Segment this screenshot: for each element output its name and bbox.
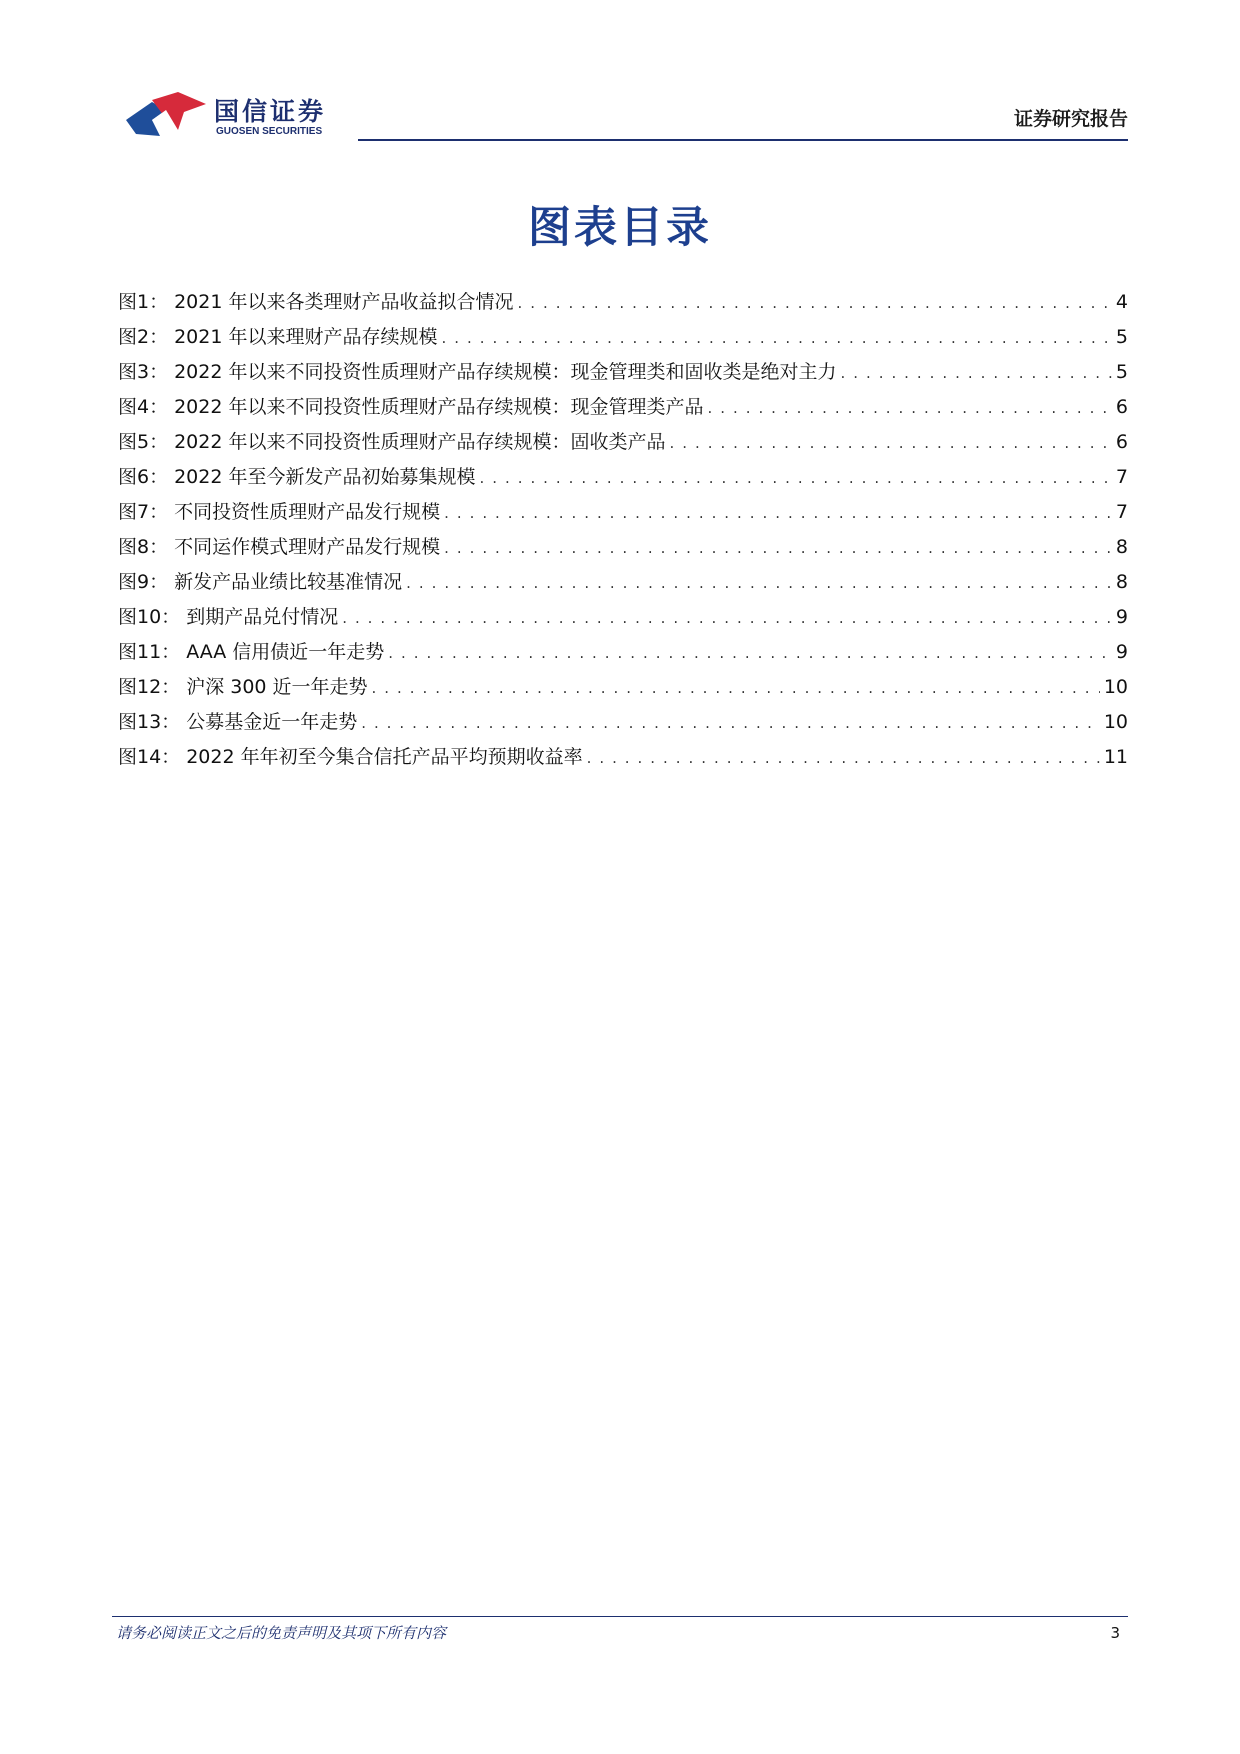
toc-item-title: 2021 年以来各类理财产品收益拟合情况 (174, 291, 514, 313)
toc-item[interactable] (118, 287, 1128, 322)
toc-item-page: 6 (1115, 396, 1128, 418)
toc-item-label: 图8： (118, 536, 169, 558)
toc-item[interactable] (118, 672, 1128, 707)
toc-item-title: 2022 年以来不同投资性质理财产品存续规模：固收类产品 (174, 431, 666, 453)
toc-item-label: 图3： (118, 361, 169, 383)
toc-item-page: 7 (1115, 501, 1128, 523)
page-number: 3 (1110, 1624, 1120, 1642)
company-logo (122, 86, 352, 146)
toc-leader-dots (587, 749, 1100, 767)
toc-item-page: 5 (1115, 326, 1128, 348)
toc-leader-dots (444, 504, 1112, 522)
logo-english-name: GUOSEN SECURITIES (216, 126, 323, 137)
toc-item[interactable] (118, 497, 1128, 532)
logo-mark-icon (122, 90, 208, 142)
toc-item-title: 到期产品兑付情况 (186, 606, 339, 628)
toc-leader-dots (342, 609, 1112, 627)
toc-item-label: 图12： (118, 676, 181, 698)
toc-leader-dots (442, 329, 1112, 347)
page-title: 图表目录 (528, 203, 712, 253)
toc-item-page: 9 (1115, 606, 1128, 628)
toc-item[interactable] (118, 602, 1128, 637)
toc-item-label: 图9： (118, 571, 169, 593)
toc-leader-dots (406, 574, 1112, 592)
toc-item-title: 公募基金近一年走势 (186, 711, 358, 733)
toc-item-label: 图10： (118, 606, 181, 628)
toc-item-title: 不同投资性质理财产品发行规模 (174, 501, 441, 523)
toc-leader-dots (361, 714, 1100, 732)
toc-item-label: 图11： (118, 641, 181, 663)
toc-item-page: 8 (1115, 536, 1128, 558)
toc-leader-dots (480, 469, 1112, 487)
toc-leader-dots (372, 679, 1100, 697)
footer-divider (112, 1616, 1128, 1617)
toc-item-title: 2022 年年初至今集合信托产品平均预期收益率 (186, 746, 583, 768)
toc-item-page: 10 (1103, 676, 1128, 698)
toc-item-title: 沪深 300 近一年走势 (186, 676, 368, 698)
toc-item[interactable] (118, 532, 1128, 567)
toc-item-page: 9 (1115, 641, 1128, 663)
toc-leader-dots (444, 539, 1112, 557)
toc-item[interactable] (118, 357, 1128, 392)
toc-item-label: 图2： (118, 326, 169, 348)
figure-toc-list (118, 287, 1128, 777)
toc-item-label: 图6： (118, 466, 169, 488)
toc-item[interactable] (118, 322, 1128, 357)
toc-item-title: 2022 年以来不同投资性质理财产品存续规模：现金管理类产品 (174, 396, 704, 418)
toc-item[interactable] (118, 392, 1128, 427)
toc-item-title: 2022 年至今新发产品初始募集规模 (174, 466, 476, 488)
toc-leader-dots (670, 434, 1112, 452)
toc-item-page: 11 (1103, 746, 1128, 768)
toc-item-label: 图7： (118, 501, 169, 523)
toc-item-page: 7 (1115, 466, 1128, 488)
toc-item-label: 图13： (118, 711, 181, 733)
report-type-label: 证券研究报告 (1013, 108, 1128, 130)
toc-leader-dots (841, 364, 1112, 382)
toc-item-page: 5 (1115, 361, 1128, 383)
toc-leader-dots (388, 644, 1112, 662)
toc-item-page: 8 (1115, 571, 1128, 593)
toc-item[interactable] (118, 427, 1128, 462)
toc-item[interactable] (118, 742, 1128, 777)
toc-item[interactable] (118, 707, 1128, 742)
toc-item[interactable] (118, 637, 1128, 672)
toc-item-title: 不同运作模式理财产品发行规模 (174, 536, 441, 558)
toc-leader-dots (518, 294, 1112, 312)
toc-item[interactable] (118, 462, 1128, 497)
header-divider (358, 139, 1128, 141)
toc-item-label: 图1： (118, 291, 169, 313)
toc-item-title: AAA 信用债近一年走势 (186, 641, 385, 663)
toc-item-page: 6 (1115, 431, 1128, 453)
toc-item-label: 图4： (118, 396, 169, 418)
toc-item-page: 4 (1115, 291, 1128, 313)
toc-leader-dots (708, 399, 1112, 417)
footer-disclaimer: 请务必阅读正文之后的免责声明及其项下所有内容 (116, 1624, 447, 1642)
toc-item-title: 2021 年以来理财产品存续规模 (174, 326, 438, 348)
logo-chinese-name: 国信证券 (214, 97, 327, 126)
toc-item-page: 10 (1103, 711, 1128, 733)
toc-item-title: 新发产品业绩比较基准情况 (174, 571, 403, 593)
toc-item-label: 图14： (118, 746, 181, 768)
toc-item-title: 2022 年以来不同投资性质理财产品存续规模：现金管理类和固收类是绝对主力 (174, 361, 837, 383)
toc-item[interactable] (118, 567, 1128, 602)
toc-item-label: 图5： (118, 431, 169, 453)
